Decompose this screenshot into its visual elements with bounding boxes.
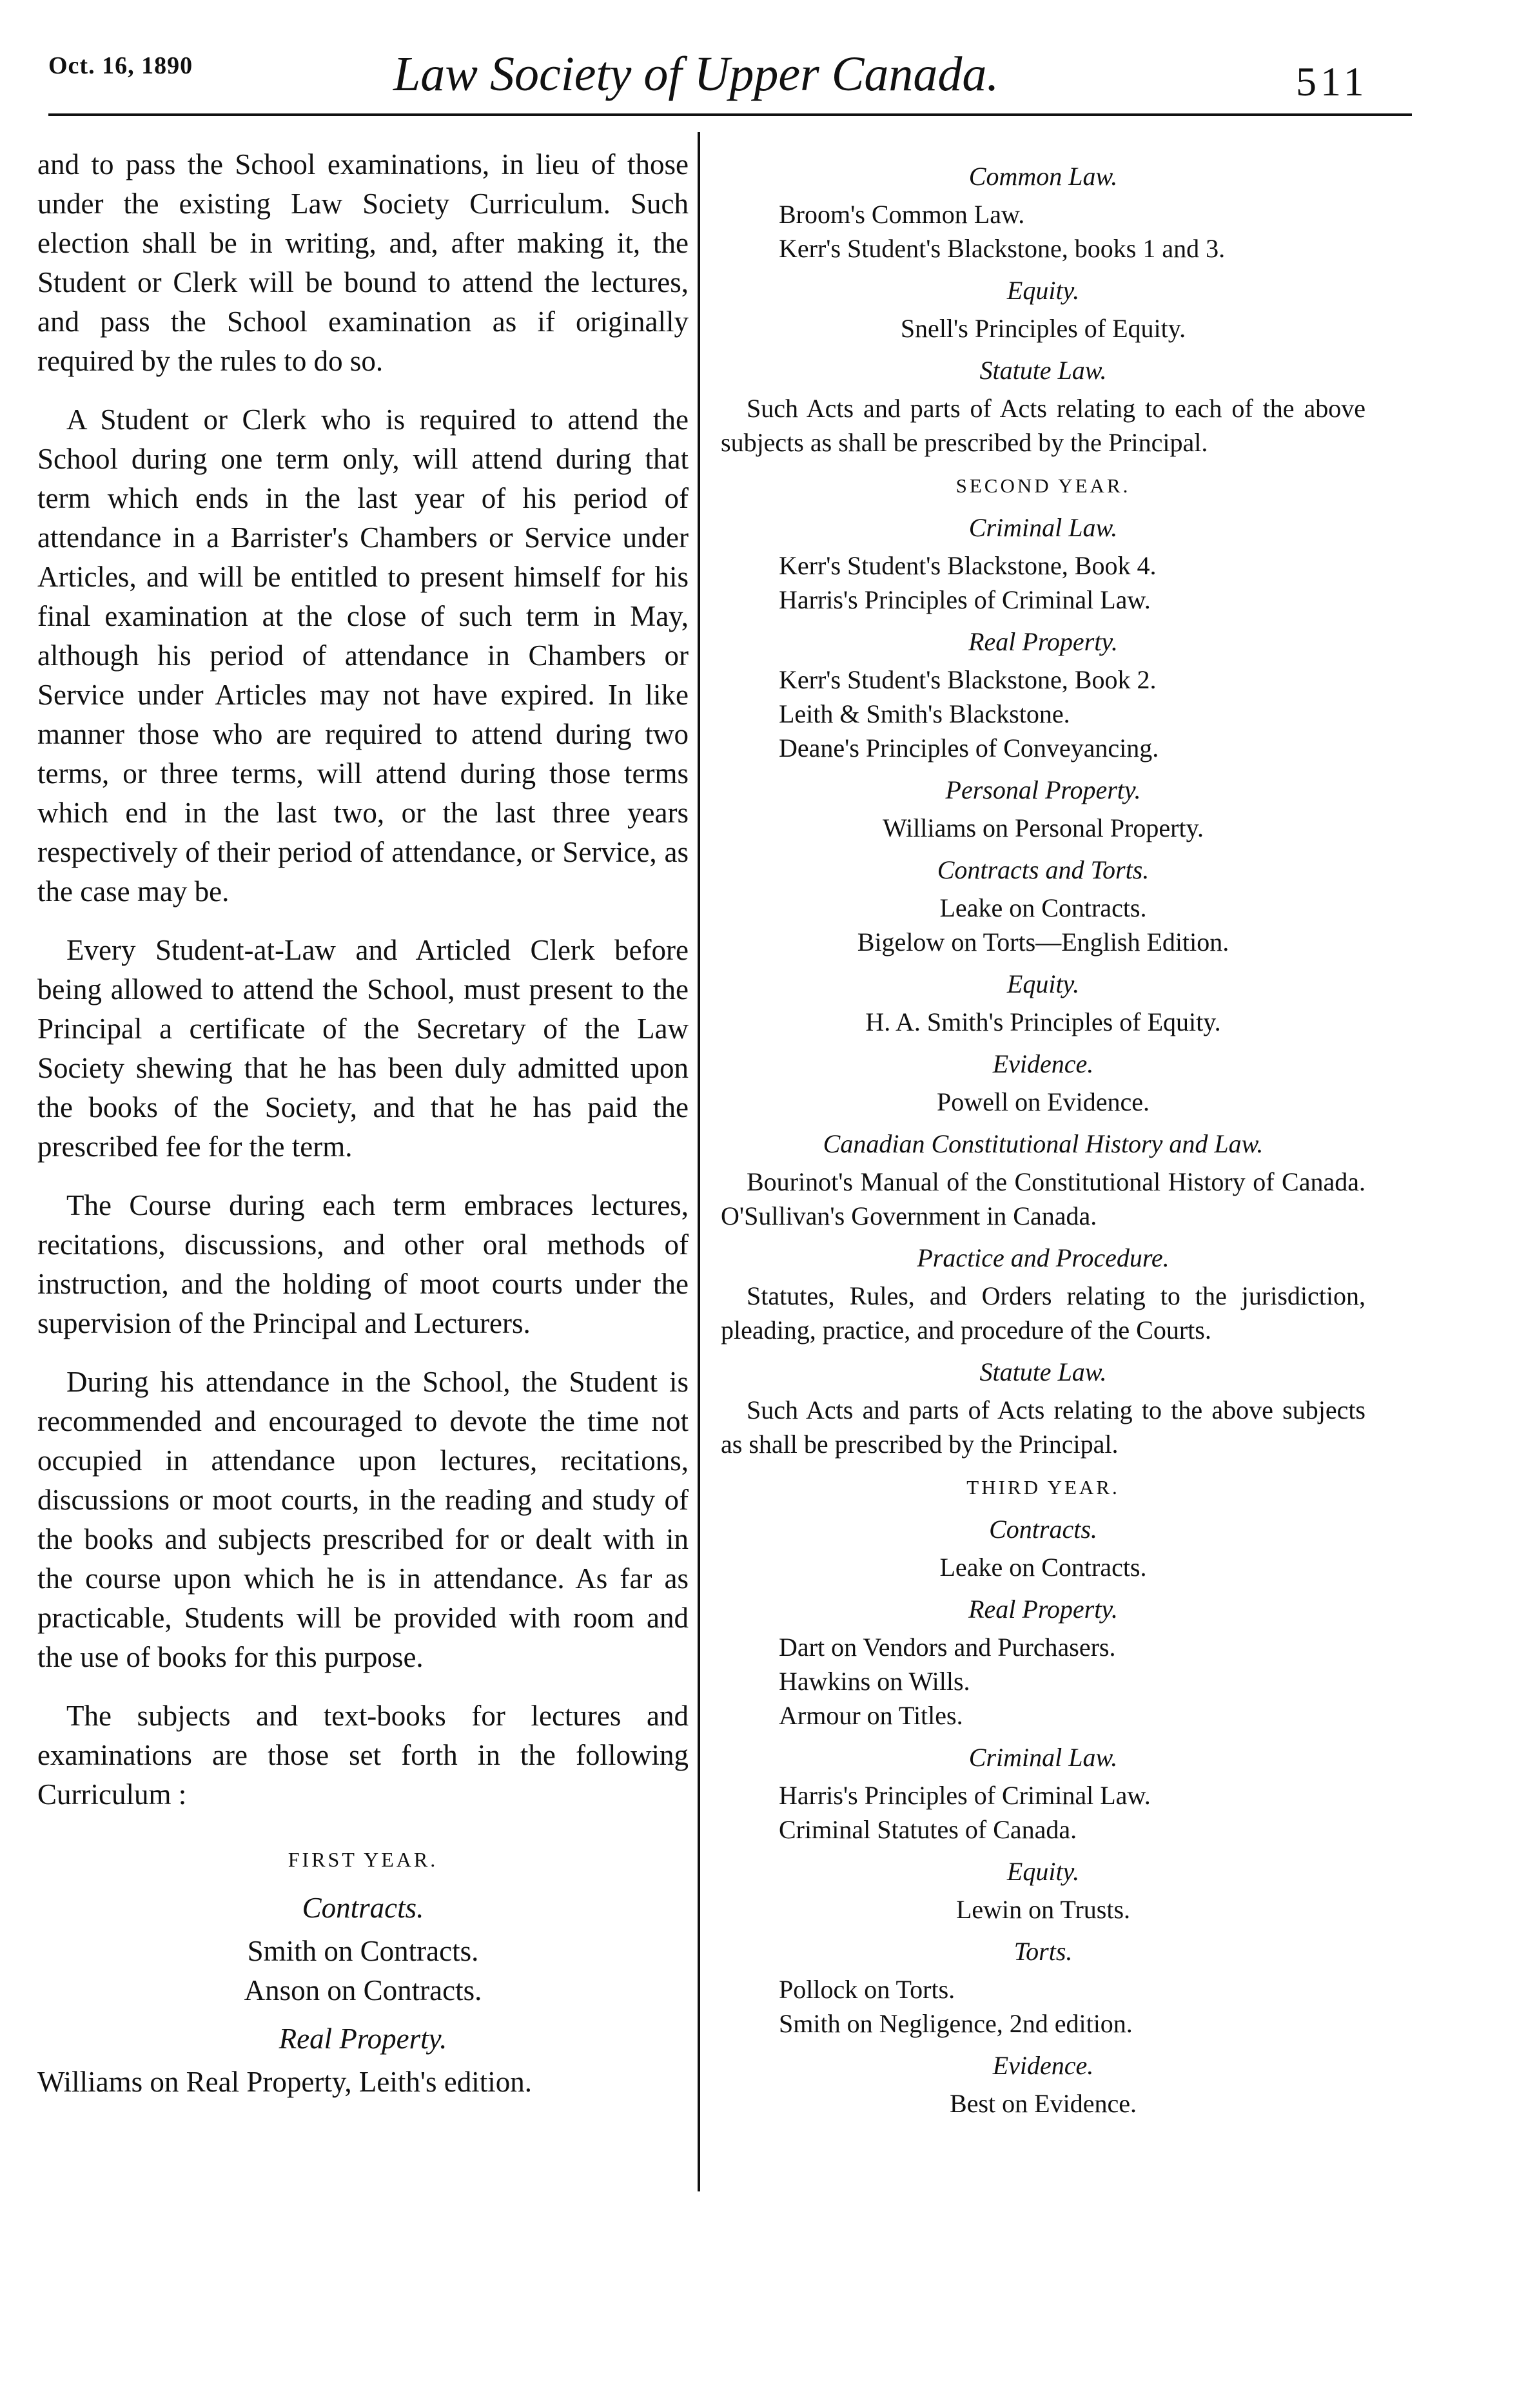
textbook-entry: Hawkins on Wills. xyxy=(779,1667,970,1696)
textbook-entry: Kerr's Student's Blackstone, Book 4. xyxy=(779,551,1157,580)
subject-heading: Canadian Constitutional History and Law. xyxy=(823,1129,1264,1158)
subject-heading: Torts. xyxy=(1013,1937,1073,1966)
subject-heading: Contracts. xyxy=(302,1892,424,1924)
textbook-entry: Powell on Evidence. xyxy=(937,1087,1150,1116)
subject-text: Such Acts and parts of Acts relating to the above subjects as shall be prescribed by the Principal. xyxy=(721,1395,1366,1459)
paragraph: During his attendance in the School, the Student is recommended and encouraged to devote the time not occupied in attendance upon lectures, recitations, discussions or moot courts, in the reading and study of the books and subjects prescribed for or dealt with in the course upon which he is in attendance. As far as practicable, Students will be provided with room and the use of books for this purpose. xyxy=(37,1366,689,1673)
paragraph: The subjects and text-books for lectures and examinations are those set forth in the following Curriculum : xyxy=(37,1700,689,1811)
textbook-entry: Deane's Principles of Conveyancing. xyxy=(779,733,1159,762)
running-title: Law Society of Upper Canada. xyxy=(393,47,999,101)
textbook-entry: Pollock on Torts. xyxy=(779,1975,955,2004)
textbook-entry: Harris's Principles of Criminal Law. xyxy=(779,1781,1151,1810)
subject-heading: Contracts. xyxy=(989,1515,1097,1544)
header-rule xyxy=(48,113,1412,116)
subject-heading: Practice and Procedure. xyxy=(917,1243,1170,1272)
textbook-entry: Smith on Contracts. xyxy=(247,1935,479,1967)
header-date: Oct. 16, 1890 xyxy=(48,52,193,79)
textbook-entry: Harris's Principles of Criminal Law. xyxy=(779,585,1151,614)
textbook-entry: Armour on Titles. xyxy=(779,1701,963,1730)
paragraph: Every Student-at-Law and Articled Clerk before being allowed to attend the School, must present to the Principal a certificate of the Secretary of the Law Society shewing that he has been duly admitted upon the books of the Society, and that he has paid the prescribed fee for the term. xyxy=(37,934,689,1163)
subject-text: Statutes, Rules, and Orders relating to the jurisdiction, pleading, practice, and procedure of the Courts. xyxy=(721,1281,1366,1345)
textbook-entry: Leith & Smith's Blackstone. xyxy=(779,699,1070,728)
subject-heading: Contracts and Torts. xyxy=(937,855,1150,884)
textbook-entry: Leake on Contracts. xyxy=(939,893,1147,922)
subject-heading: Equity. xyxy=(1006,276,1080,305)
textbook-entry: Anson on Contracts. xyxy=(244,1974,482,2006)
subject-heading: Common Law. xyxy=(968,162,1118,191)
textbook-entry: Snell's Principles of Equity. xyxy=(900,314,1186,343)
textbook-entry: Williams on Real Property, Leith's edition. xyxy=(37,2066,532,2098)
subject-heading: Equity. xyxy=(1006,969,1080,998)
second-year-heading: SECOND YEAR. xyxy=(955,474,1131,497)
textbook-entry: Williams on Personal Property. xyxy=(883,813,1204,842)
textbook-entry: Broom's Common Law. xyxy=(779,200,1025,229)
first-year-heading: FIRST YEAR. xyxy=(288,1848,438,1871)
paragraph: The Course during each term embraces lectures, recitations, discussions, and other oral methods of instruction, and the holding of moot courts under the supervision of the Principal and Lecturers. xyxy=(37,1189,689,1339)
subject-heading: Criminal Law. xyxy=(968,1743,1118,1772)
textbook-entry: Lewin on Trusts. xyxy=(955,1895,1131,1924)
paragraph: and to pass the School examinations, in lieu of those under the existing Law Society Curriculum. Such election shall be in writing, and, after making it, the Student or Clerk will be bound to attend the lectures, and pass the School examination as if originally required by the rules to do so. xyxy=(37,148,689,377)
textbook-entry: H. A. Smith's Principles of Equity. xyxy=(865,1007,1221,1036)
subject-heading: Criminal Law. xyxy=(968,513,1118,542)
column-divider xyxy=(698,132,700,2191)
subject-text: Bourinot's Manual of the Constitutional History of Canada. O'Sullivan's Government in Canada. xyxy=(721,1167,1366,1230)
textbook-entry: Criminal Statutes of Canada. xyxy=(779,1815,1077,1844)
textbook-entry: Kerr's Student's Blackstone, books 1 and 3. xyxy=(779,234,1226,263)
subject-heading: Statute Law. xyxy=(979,1357,1107,1386)
textbook-entry: Dart on Vendors and Purchasers. xyxy=(779,1633,1116,1662)
third-year-heading: THIRD YEAR. xyxy=(966,1476,1120,1499)
textbook-entry: Best on Evidence. xyxy=(950,2089,1137,2118)
subject-heading: Evidence. xyxy=(992,1049,1094,1078)
left-column xyxy=(37,145,689,2102)
textbook-entry: Kerr's Student's Blackstone, Book 2. xyxy=(779,665,1157,694)
page-number: 511 xyxy=(1296,59,1368,104)
subject-heading: Evidence. xyxy=(992,2051,1094,2080)
textbook-entry: Leake on Contracts. xyxy=(939,1553,1147,1582)
subject-heading: Statute Law. xyxy=(979,356,1107,385)
subject-heading: Real Property. xyxy=(968,1595,1118,1624)
paragraph: A Student or Clerk who is required to attend the School during one term only, will attend during that term which ends in the last year of his period of attendance in a Barrister's Chambers or Service under Articles, and will be entitled to present himself for his final examination at the close of such term in May, although his period of attendance in Chambers or Service under Articles may not have expired. In like manner those who are required to attend during two terms, or three terms, will attend during those terms which end in the last two, or the last three years respectively of their period of attendance, or Service, as the case may be. xyxy=(37,403,689,908)
subject-heading: Real Property. xyxy=(279,2023,447,2055)
textbook-entry: Smith on Negligence, 2nd edition. xyxy=(779,2009,1133,2038)
right-column xyxy=(721,151,1366,2121)
subject-text: Such Acts and parts of Acts relating to each of the above subjects as shall be prescribed by the Principal. xyxy=(721,394,1366,457)
subject-heading: Real Property. xyxy=(968,627,1118,656)
subject-heading: Personal Property. xyxy=(945,775,1141,804)
textbook-entry: Bigelow on Torts—English Edition. xyxy=(857,927,1229,956)
subject-heading: Equity. xyxy=(1006,1857,1080,1886)
